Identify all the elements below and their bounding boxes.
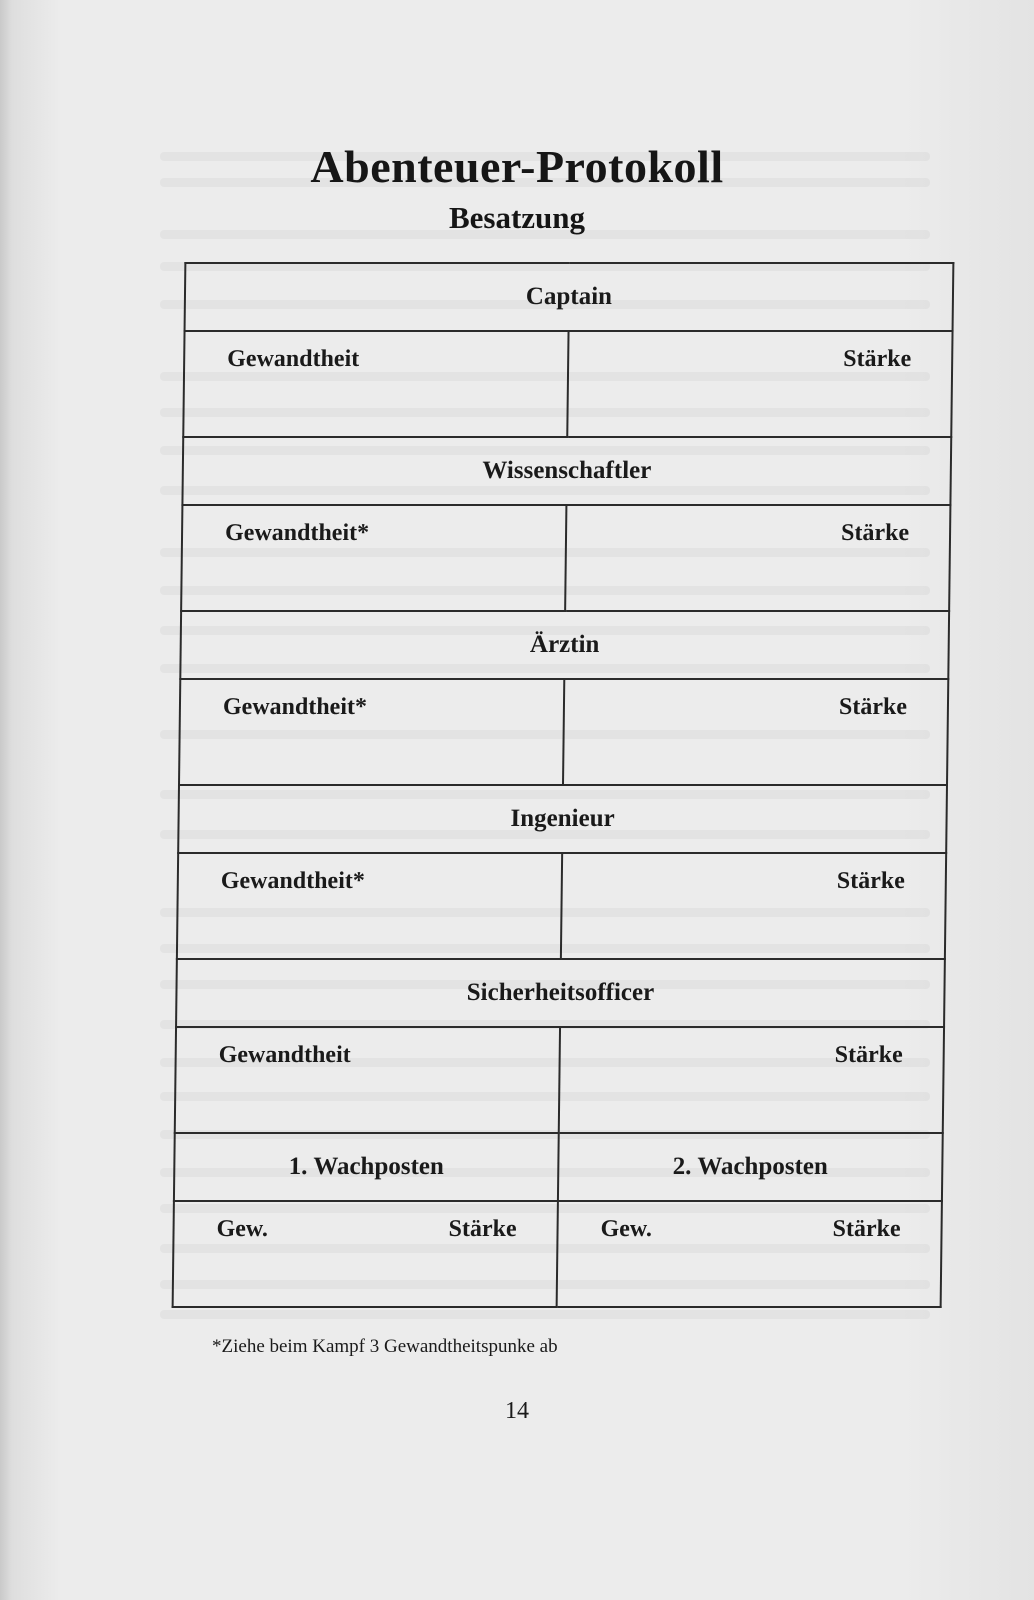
stats-row — [179, 679, 948, 785]
stats-row — [177, 853, 946, 959]
crew-row-security-officer — [176, 959, 945, 1027]
strength-label: Stärke — [834, 1042, 903, 1068]
dexterity-label: Gewandtheit* — [220, 868, 365, 894]
crew-row-engineer — [178, 785, 947, 853]
strength-field[interactable] — [561, 853, 946, 959]
role-name: Sicherheitsofficer — [176, 959, 945, 1027]
crew-row-scientist — [182, 437, 951, 505]
strength-label: Stärke — [843, 346, 912, 372]
dexterity-field[interactable] — [175, 1027, 560, 1133]
dexterity-label: Gewandtheit — [227, 346, 360, 372]
strength-field[interactable] — [567, 331, 952, 437]
guard-1-dexterity-label: Gew. — [216, 1216, 269, 1242]
dexterity-field[interactable] — [183, 331, 568, 437]
strength-field[interactable] — [565, 505, 950, 611]
strength-label: Stärke — [840, 520, 910, 546]
dexterity-field[interactable] — [177, 853, 562, 959]
dexterity-label: Gewandtheit — [218, 1042, 351, 1068]
stats-row — [181, 505, 950, 611]
role-name: Ingenieur — [178, 785, 947, 853]
stats-row — [175, 1027, 944, 1133]
guard-1-name: 1. Wachposten — [174, 1133, 559, 1201]
role-name: Wissenschaftler — [182, 437, 951, 505]
strength-label: Stärke — [836, 868, 905, 894]
guards-stats-row — [173, 1201, 942, 1307]
strength-field[interactable] — [563, 679, 948, 785]
document-subtitle: Besatzung — [448, 200, 586, 235]
crew-row-doctor — [180, 611, 949, 679]
guard-1-stats-field[interactable] — [173, 1201, 558, 1307]
crew-log-table — [172, 262, 955, 1308]
dexterity-label: Gewandtheit* — [224, 520, 370, 546]
dexterity-field[interactable] — [181, 505, 566, 611]
guard-2-name: 2. Wachposten — [558, 1133, 943, 1201]
guard-2-dexterity-label: Gew. — [600, 1216, 653, 1242]
page-number: 14 — [505, 1398, 529, 1424]
guards-header-row — [174, 1133, 943, 1201]
dexterity-field[interactable] — [179, 679, 564, 785]
guard-2-strength-label: Stärke — [832, 1216, 901, 1242]
strength-field[interactable] — [559, 1027, 944, 1133]
strength-label: Stärke — [838, 694, 908, 720]
crew-row-captain — [185, 263, 954, 331]
dexterity-label: Gewandtheit* — [222, 694, 368, 720]
role-name: Ärztin — [180, 611, 949, 679]
guard-2-stats-field[interactable] — [557, 1201, 942, 1307]
footnote: *Ziehe beim Kampf 3 Gewandtheitspunke ab — [212, 1336, 558, 1357]
role-name: Captain — [185, 263, 954, 331]
guard-1-strength-label: Stärke — [448, 1216, 517, 1242]
stats-row — [183, 331, 952, 437]
document-title: Abenteuer-Protokoll — [310, 141, 724, 192]
